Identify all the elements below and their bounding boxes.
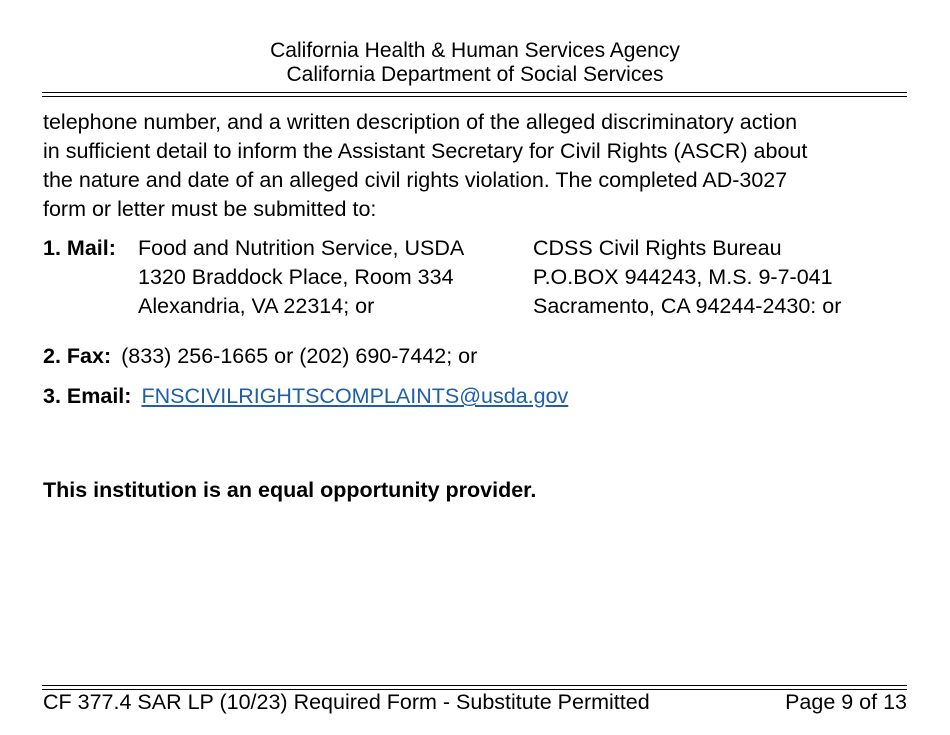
usda-address-line: Alexandria, VA 22314; or [138,294,375,318]
email-label: 3. Email: [43,384,132,408]
email-link[interactable]: FNSCIVILRIGHTSCOMPLAINTS@usda.gov [141,384,569,408]
cdss-address-line: Sacramento, CA 94244-2430: or [533,294,842,318]
cdss-address [533,234,841,321]
usda-address-line: Food and Nutrition Service, USDA [138,236,465,260]
cdss-address-line: P.O.BOX 944243, M.S. 9-7-041 [533,265,833,289]
intro-line: the nature and date of an alleged civil rights violation. The completed AD-3027 [43,168,788,192]
header-divider [42,92,907,97]
page-header [0,39,950,87]
intro-paragraph [43,108,913,224]
fax-label: 2. Fax: [43,344,112,368]
agency-name: California Health & Human Services Agency [270,39,680,62]
email-row [43,382,568,411]
fax-numbers: (833) 256-1665 or (202) 690-7442; or [121,344,478,368]
usda-address [138,234,464,321]
equal-opportunity-statement: This institution is an equal opportunity provider. [43,478,537,502]
page-number: Page 9 of 13 [785,690,907,714]
intro-line: form or letter must be submitted to: [43,197,377,221]
fax-row [43,342,477,371]
department-name: California Department of Social Services [286,63,664,86]
cdss-address-line: CDSS Civil Rights Bureau [533,236,782,260]
mail-label: 1. Mail: [43,236,116,260]
intro-line: telephone number, and a written description of the alleged discriminatory action [43,110,798,134]
usda-address-line: 1320 Braddock Place, Room 334 [138,265,454,289]
intro-line: in sufficient detail to inform the Assistant Secretary for Civil Rights (ASCR) about [43,139,808,163]
form-identifier: CF 377.4 SAR LP (10/23) Required Form - Substitute Permitted [43,690,650,714]
